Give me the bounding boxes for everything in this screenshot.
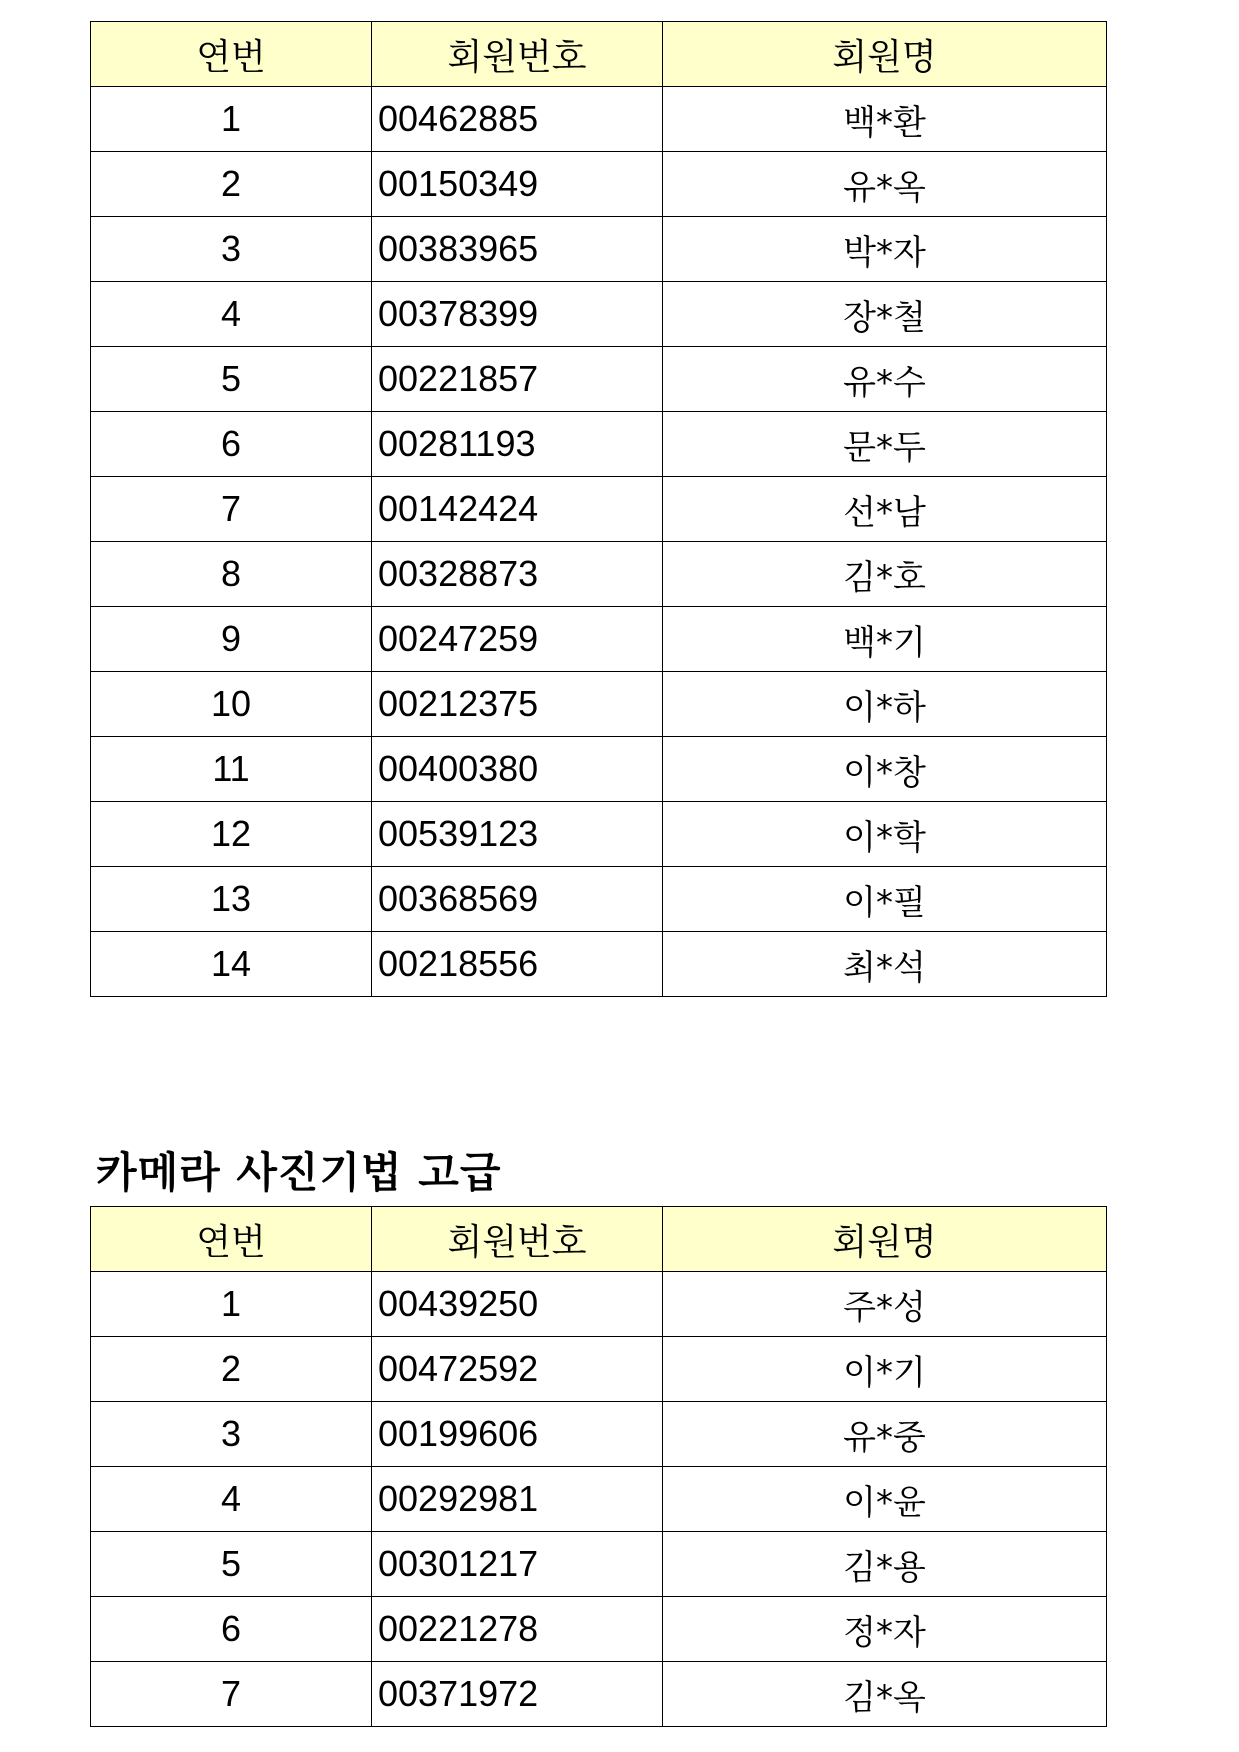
- table-row: [91, 672, 1107, 737]
- row-no-cell: 5: [91, 347, 372, 412]
- row-no-cell: 9: [91, 607, 372, 672]
- member-name-cell: 백*환: [663, 87, 1107, 152]
- member-id-cell: 00472592: [372, 1337, 663, 1402]
- member-name-cell: 문*두: [663, 412, 1107, 477]
- header-member-id: 회원번호: [372, 22, 663, 87]
- member-id-cell: 00371972: [372, 1662, 663, 1727]
- row-no-cell: 7: [91, 477, 372, 542]
- member-id-cell: 00378399: [372, 282, 663, 347]
- table-row: [91, 477, 1107, 542]
- table-row: [91, 217, 1107, 282]
- table-row: [91, 737, 1107, 802]
- member-id-cell: 00281193: [372, 412, 663, 477]
- member-id-cell: 00301217: [372, 1532, 663, 1597]
- table-row: [91, 347, 1107, 412]
- row-no-cell: 1: [91, 87, 372, 152]
- member-name-cell: 유*중: [663, 1402, 1107, 1467]
- header-member-name: 회원명: [663, 1207, 1107, 1272]
- member-id-cell: 00400380: [372, 737, 663, 802]
- member-id-cell: 00221278: [372, 1597, 663, 1662]
- member-name-cell: 백*기: [663, 607, 1107, 672]
- header-no: 연번: [91, 22, 372, 87]
- table-header-row: [91, 1207, 1107, 1272]
- table-row: [91, 1467, 1107, 1532]
- section-title: 카메라 사진기법 고급: [96, 1148, 502, 1197]
- member-name-cell: 이*학: [663, 802, 1107, 867]
- member-name-cell: 박*자: [663, 217, 1107, 282]
- member-name-cell: 김*옥: [663, 1662, 1107, 1727]
- table-row: [91, 867, 1107, 932]
- table-row: [91, 1402, 1107, 1467]
- member-name-cell: 김*호: [663, 542, 1107, 607]
- table-row: [91, 87, 1107, 152]
- row-no-cell: 3: [91, 1402, 372, 1467]
- table-row: [91, 1337, 1107, 1402]
- table-row: [91, 932, 1107, 997]
- row-no-cell: 6: [91, 1597, 372, 1662]
- row-no-cell: 2: [91, 152, 372, 217]
- member-id-cell: 00328873: [372, 542, 663, 607]
- member-table-1: [90, 21, 1107, 997]
- member-id-cell: 00383965: [372, 217, 663, 282]
- row-no-cell: 3: [91, 217, 372, 282]
- member-id-cell: 00142424: [372, 477, 663, 542]
- member-name-cell: 장*철: [663, 282, 1107, 347]
- member-id-cell: 00212375: [372, 672, 663, 737]
- member-name-cell: 이*창: [663, 737, 1107, 802]
- header-no: 연번: [91, 1207, 372, 1272]
- member-name-cell: 최*석: [663, 932, 1107, 997]
- row-no-cell: 12: [91, 802, 372, 867]
- member-name-cell: 유*옥: [663, 152, 1107, 217]
- member-id-cell: 00439250: [372, 1272, 663, 1337]
- member-id-cell: 00462885: [372, 87, 663, 152]
- row-no-cell: 7: [91, 1662, 372, 1727]
- table-row: [91, 412, 1107, 477]
- member-id-cell: 00199606: [372, 1402, 663, 1467]
- table-header-row: [91, 22, 1107, 87]
- member-id-cell: 00247259: [372, 607, 663, 672]
- row-no-cell: 13: [91, 867, 372, 932]
- header-member-id: 회원번호: [372, 1207, 663, 1272]
- member-table-2: [90, 1206, 1107, 1727]
- member-name-cell: 선*남: [663, 477, 1107, 542]
- member-name-cell: 정*자: [663, 1597, 1107, 1662]
- member-name-cell: 김*용: [663, 1532, 1107, 1597]
- row-no-cell: 5: [91, 1532, 372, 1597]
- member-id-cell: 00221857: [372, 347, 663, 412]
- row-no-cell: 2: [91, 1337, 372, 1402]
- row-no-cell: 10: [91, 672, 372, 737]
- row-no-cell: 14: [91, 932, 372, 997]
- table-row: [91, 1597, 1107, 1662]
- row-no-cell: 11: [91, 737, 372, 802]
- row-no-cell: 6: [91, 412, 372, 477]
- member-id-cell: 00150349: [372, 152, 663, 217]
- row-no-cell: 4: [91, 282, 372, 347]
- header-member-name: 회원명: [663, 22, 1107, 87]
- member-name-cell: 주*성: [663, 1272, 1107, 1337]
- member-name-cell: 유*수: [663, 347, 1107, 412]
- member-name-cell: 이*하: [663, 672, 1107, 737]
- member-id-cell: 00539123: [372, 802, 663, 867]
- row-no-cell: 4: [91, 1467, 372, 1532]
- table-row: [91, 1532, 1107, 1597]
- row-no-cell: 8: [91, 542, 372, 607]
- member-id-cell: 00368569: [372, 867, 663, 932]
- table-row: [91, 802, 1107, 867]
- table-row: [91, 152, 1107, 217]
- member-name-cell: 이*윤: [663, 1467, 1107, 1532]
- row-no-cell: 1: [91, 1272, 372, 1337]
- table-row: [91, 607, 1107, 672]
- table-row: [91, 1272, 1107, 1337]
- table-row: [91, 282, 1107, 347]
- table-row: [91, 542, 1107, 607]
- member-id-cell: 00292981: [372, 1467, 663, 1532]
- member-name-cell: 이*기: [663, 1337, 1107, 1402]
- table-row: [91, 1662, 1107, 1727]
- member-name-cell: 이*필: [663, 867, 1107, 932]
- member-id-cell: 00218556: [372, 932, 663, 997]
